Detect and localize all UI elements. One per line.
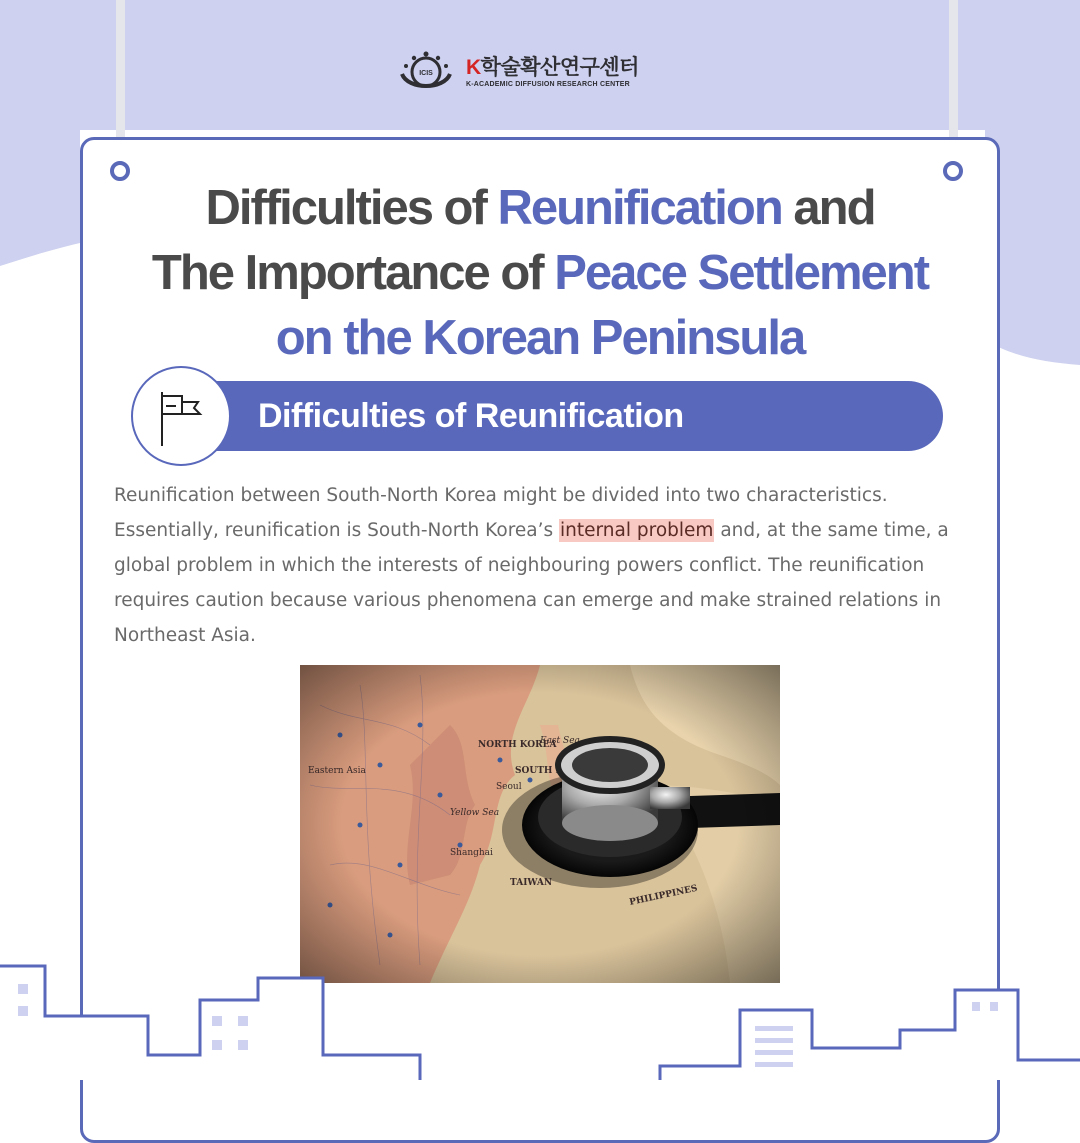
title-highlight: Reunification — [497, 181, 782, 235]
photo-illustration — [300, 665, 780, 983]
title-highlight: Peace Settlement — [554, 246, 929, 300]
hanging-string-left — [116, 0, 125, 160]
brand-name-rest: 학술확산연구센터 — [480, 56, 639, 79]
emblem-text: ICIS — [419, 70, 433, 77]
globe-emblem-icon — [400, 50, 452, 94]
page-title — [80, 176, 1000, 371]
title-line-3 — [80, 306, 1000, 371]
title-text: Difficulties of — [205, 181, 498, 235]
brand-logo — [400, 50, 639, 94]
section-title: Difficulties of Reunification — [258, 397, 684, 435]
brand-name — [466, 56, 639, 80]
title-text: The Importance of — [151, 246, 555, 300]
section-header-bar — [200, 381, 943, 451]
title-line-1 — [80, 176, 1000, 241]
brand-subtitle: K-ACADEMIC DIFFUSION RESEARCH CENTER — [466, 81, 630, 88]
flag-icon — [156, 388, 206, 448]
brand-name-prefix: K — [466, 56, 481, 79]
body-paragraph — [114, 478, 964, 653]
highlighted-phrase: internal problem — [560, 520, 714, 541]
body-text-end: and, at the same time, a global problem in which the interests of neighbouring powers conflict. The reunification requires caution because various phenomena can emerge and make strained relations in Northeast Asia. — [114, 520, 949, 646]
title-line-2 — [80, 241, 1000, 306]
hanging-string-right — [949, 0, 958, 160]
map-stethoscope-photo — [300, 665, 780, 983]
body-text-start: Reunification between South-North Korea might be divided into two characteristics. Essentially, reunification is South-North Korea’s — [114, 485, 888, 541]
title-text: and — [781, 181, 875, 235]
title-highlight: on the Korean Peninsula — [275, 311, 805, 365]
section-icon-badge — [131, 366, 231, 466]
